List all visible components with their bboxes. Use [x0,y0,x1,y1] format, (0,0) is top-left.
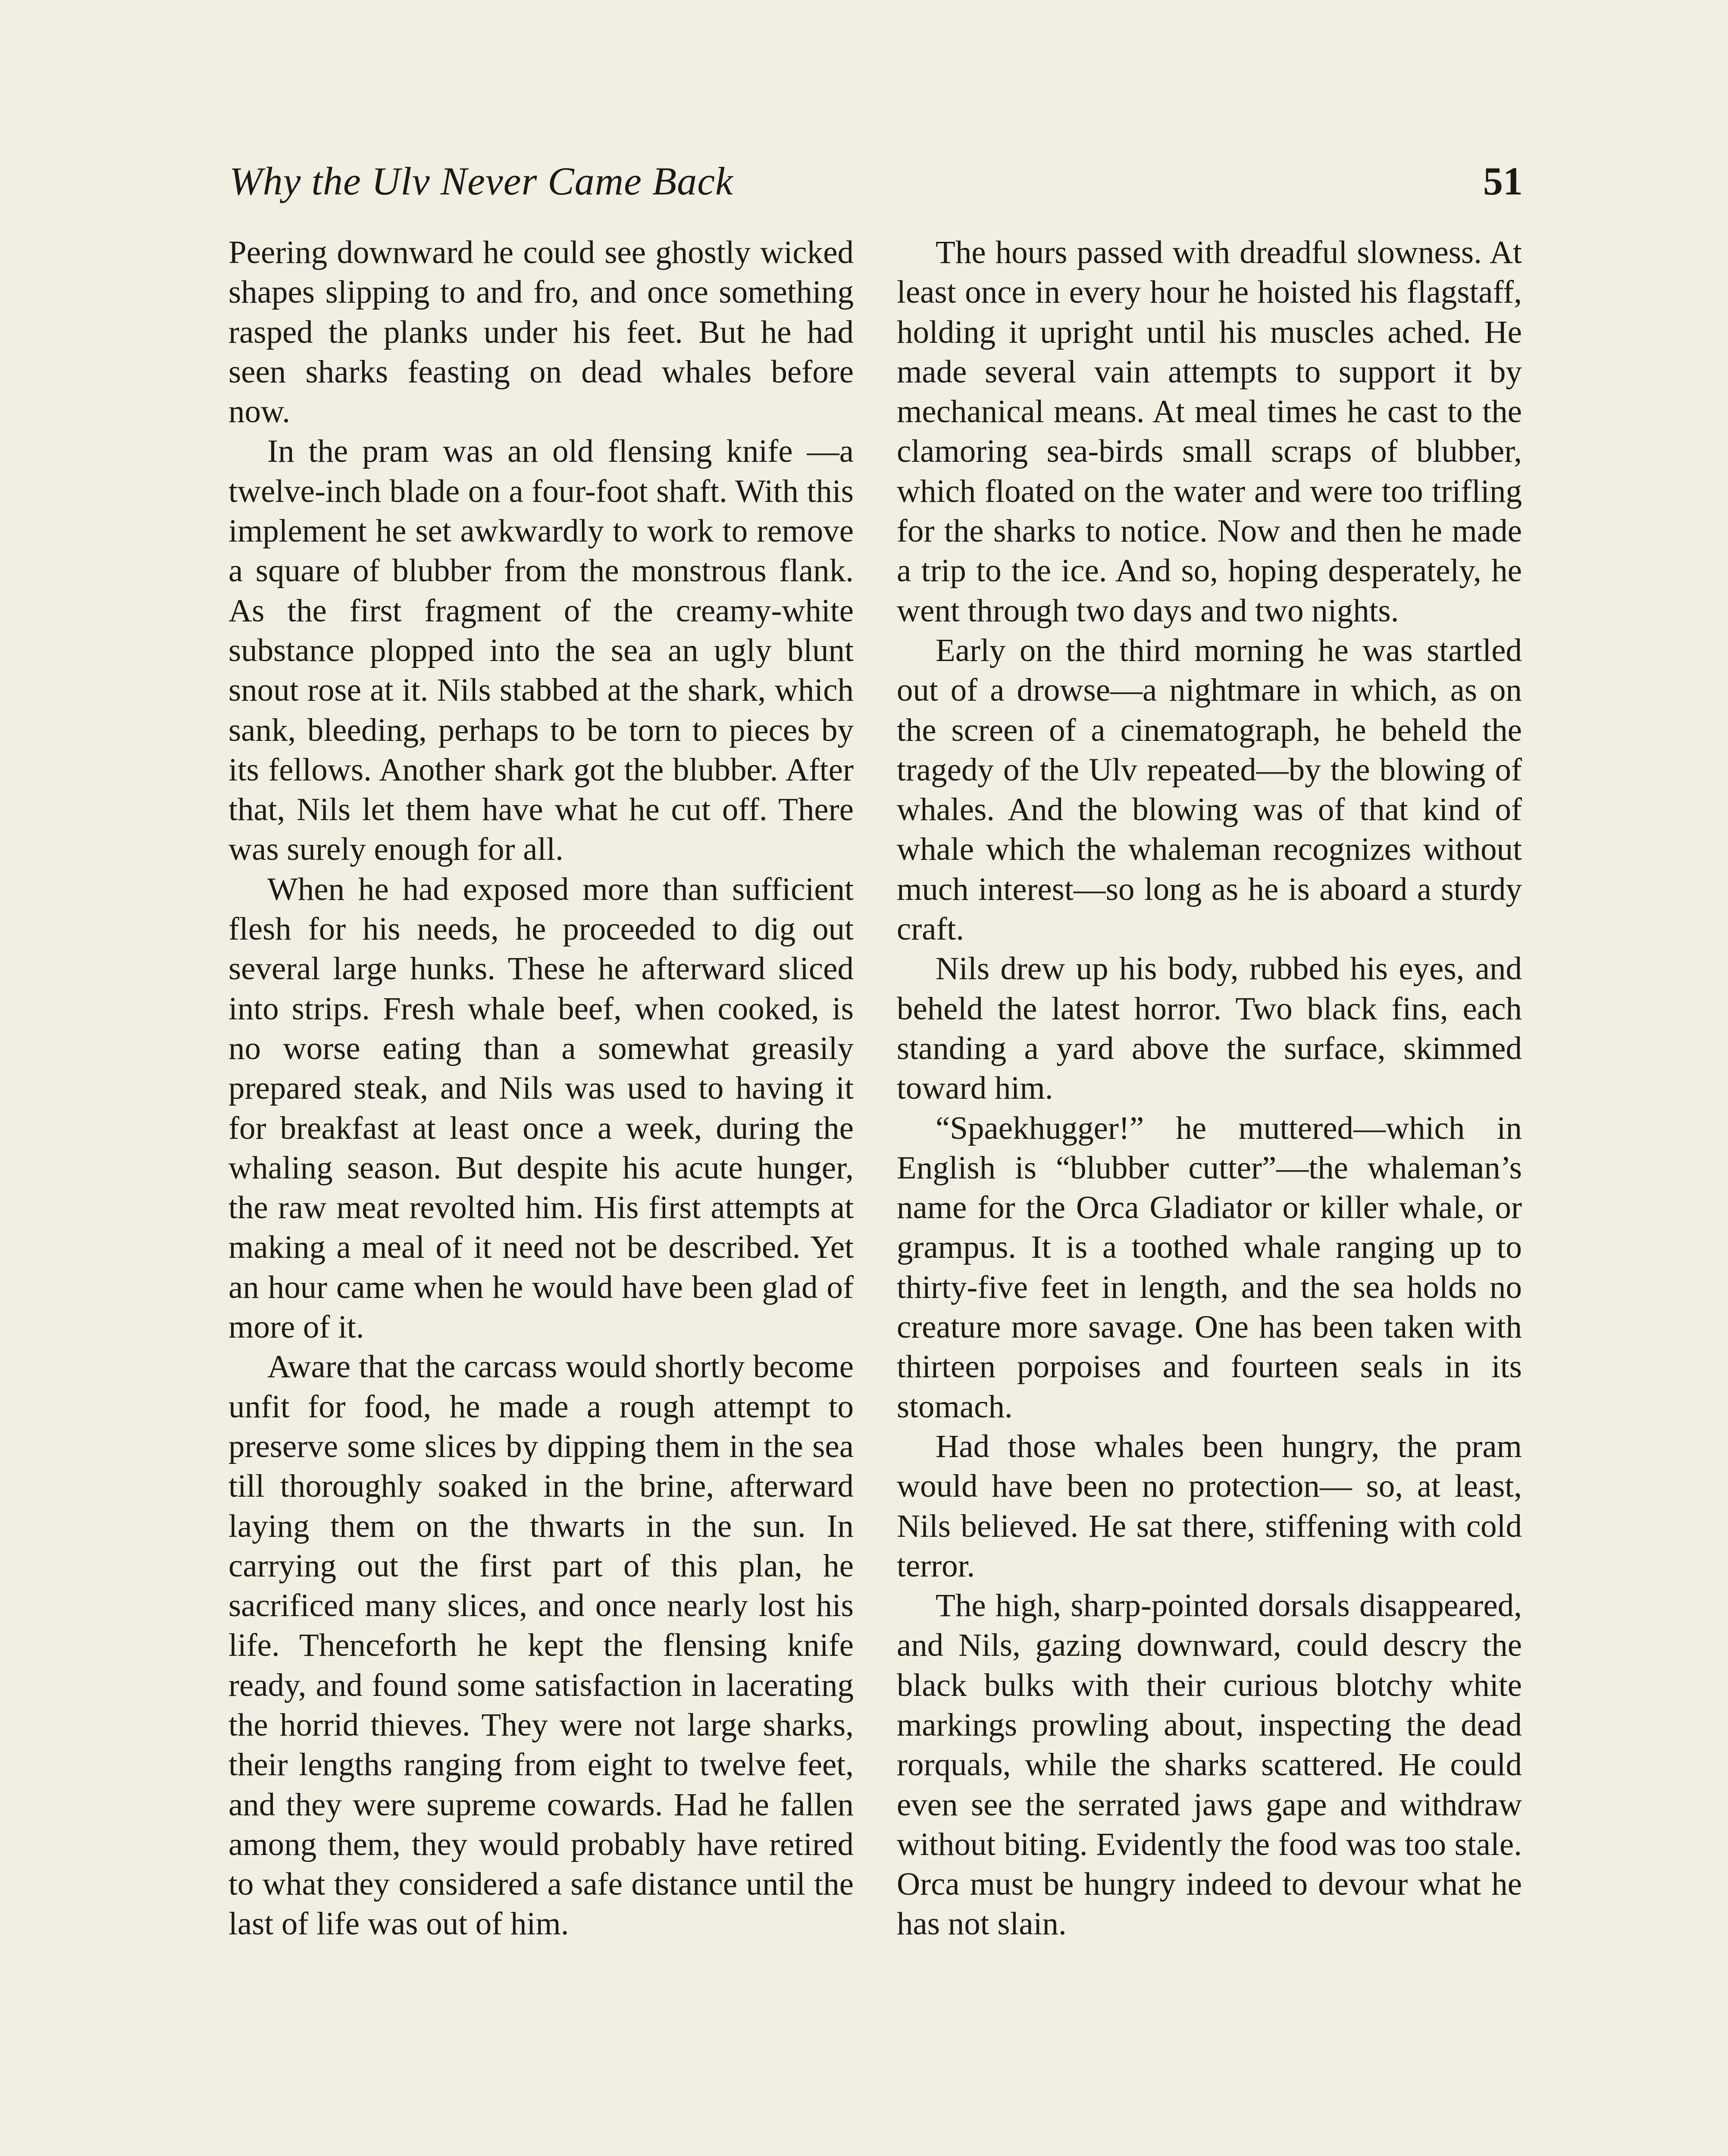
paragraph: The high, sharp-pointed dorsals disappeared, and Nils, gazing downward, could descry the black bulks with their curious blotchy white markings prowling about, inspecting the dead rorquals, while the sharks scattered. He could even see the serrated jaws gape and withdraw without biting. Evidently the food was too stale. Orca must be hungry indeed to devour what he has not slain. [897,1588,1522,1942]
paragraph: Had those whales been hungry, the pram would have been no protection— so, at least, Nils believed. He sat there, stiffening with cold terror. [897,1428,1522,1584]
running-header [229,153,1523,209]
paragraph: Aware that the carcass would shortly become unfit for food, he made a rough attempt to preserve some slices by dipping them in the sea till thoroughly soaked in the brine, afterward laying them on the thwarts in the sun. In carrying out the first part of this plan, he sacrificed many slices, and once nearly lost his life. Thenceforth he kept the flensing knife ready, and found some satisfaction in lacerating the horrid thieves. They were not large sharks, their lengths ranging from eight to twelve feet, and they were supreme cowards. Had he fallen among them, they would probably have retired to what they considered a safe distance until the last of life was out of him. [229,1349,854,1942]
paragraph: “Spaekhugger!” he muttered—which in English is “blubber cutter”—the whaleman’s name for the Orca Gladiator or killer whale, or grampus. It is a toothed whale ranging up to thirty-five feet in length, and the sea holds no creature more savage. One has been taken with thirteen porpoises and fourteen seals in its stomach. [897,1110,1522,1425]
page-number: 51 [1483,159,1523,203]
paragraph: Early on the third morning he was startled out of a drowse—a nightmare in which, as on the screen of a cinematograph, he beheld the tragedy of the Ulv repeated—by the blowing of whales. And the blowing was of that kind of whale which the whaleman recognizes without much interest—so long as he is aboard a sturdy craft. [897,632,1522,947]
right-column [897,233,1522,1944]
paragraph: In the pram was an old flensing knife —a twelve-inch blade on a four-foot shaft. With this implement he set awkwardly to work to remove a square of blubber from the monstrous flank. As the first fragment of the creamy-white substance plopped into the sea an ugly blunt snout rose at it. Nils stabbed at the shark, which sank, bleeding, perhaps to be torn to pieces by its fellows. Another shark got the blubber. After that, Nils let them have what he cut off. There was surely enough for all. [229,433,854,868]
paragraph: The hours passed with dreadful slowness. At least once in every hour he hoisted his flagstaff, holding it upright until his muscles ached. He made several vain attempts to support it by mechanical means. At meal times he cast to the clamoring sea-birds small scraps of blubber, which floated on the water and were too trifling for the sharks to notice. Now and then he made a trip to the ice. And so, hoping desperately, he went through two days and two nights. [897,235,1522,629]
paragraph: Peering downward he could see ghostly wicked shapes slipping to and fro, and once something rasped the planks under his feet. But he had seen sharks feasting on dead whales before now. [229,235,854,430]
paragraph: Nils drew up his body, rubbed his eyes, and beheld the latest horror. Two black fins, each standing a yard above the surface, skimmed toward him. [897,951,1522,1106]
left-column [229,233,854,1944]
running-title: Why the Ulv Never Came Back [229,159,733,203]
paragraph: When he had exposed more than sufficient flesh for his needs, he proceeded to dig out several large hunks. These he afterward sliced into strips. Fresh whale beef, when cooked, is no worse eating than a somewhat greasily prepared steak, and Nils was used to having it for breakfast at least once a week, during the whaling season. But despite his acute hunger, the raw meat revolted him. His first attempts at making a meal of it need not be described. Yet an hour came when he would have been glad of more of it. [229,871,854,1345]
